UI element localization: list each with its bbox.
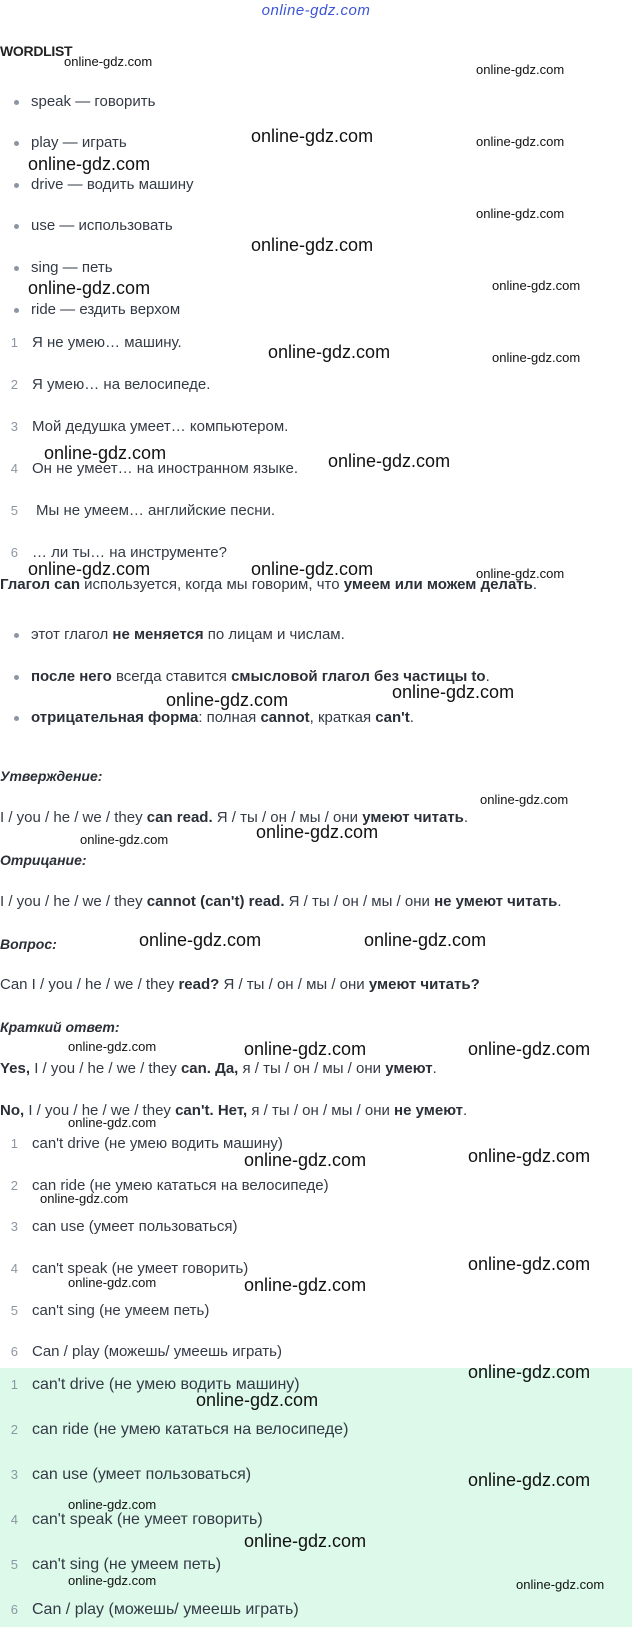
bold-text: отрицательная форма — [31, 709, 199, 726]
bold-text: No, — [0, 1102, 25, 1119]
text: . — [557, 893, 562, 910]
wordlist-text: ride — ездить верхом — [31, 301, 181, 318]
answer-text: can ride (не умею кататься на велосипеде) — [32, 1177, 329, 1194]
item-number: 4 — [10, 461, 18, 476]
bullet-icon — [14, 716, 19, 721]
answer-text: Can / play (можешь/ умеешь играть) — [32, 1343, 282, 1360]
answer-text: can't drive (не умею водить машину) — [32, 1376, 300, 1393]
answer-text: can ride (не умею кататься на велосипеде) — [32, 1421, 349, 1438]
text: Can I / you / he / we / they — [0, 976, 179, 993]
affirm-title: Утверждение: — [0, 768, 103, 784]
watermark: online-gdz.com — [68, 1275, 157, 1290]
watermark: online-gdz.com — [268, 342, 391, 362]
text: I / you / he / we / they — [0, 893, 147, 910]
bold-text: can't — [375, 709, 410, 726]
answer-item — [4, 1302, 209, 1319]
highlighted-answer-item — [4, 1556, 221, 1574]
text: . — [532, 576, 538, 593]
rule-item — [14, 709, 414, 726]
task-text: Я умею… на велосипеде. — [32, 376, 211, 393]
highlighted-answer-item — [4, 1601, 299, 1619]
watermark: online-gdz.com — [196, 1390, 319, 1410]
wordlist-item — [14, 134, 127, 151]
bold-text: умеем или можем делать — [343, 576, 533, 593]
item-number: 6 — [10, 1344, 18, 1359]
item-number: 4 — [10, 1512, 18, 1527]
yes-line — [0, 1060, 437, 1077]
wordlist-text: use — использовать — [31, 217, 173, 234]
watermark: online-gdz.com — [244, 1275, 367, 1295]
item-number: 5 — [10, 503, 18, 518]
answer-text: can't drive (не умею водить машину) — [32, 1135, 283, 1152]
watermark: online-gdz.com — [328, 451, 451, 471]
watermark: online-gdz.com — [68, 1573, 157, 1588]
wordlist-text: sing — петь — [31, 259, 113, 276]
item-number: 3 — [10, 1219, 18, 1234]
text: Я / ты / он / мы / они — [219, 976, 369, 993]
watermark: online-gdz.com — [468, 1039, 591, 1059]
answer-item — [4, 1218, 237, 1235]
answer-text: can use (умеет пользоваться) — [32, 1466, 252, 1483]
wordlist-text: play — играть — [31, 134, 127, 151]
watermark: online-gdz.com — [468, 1470, 591, 1490]
bold-text: can read. — [146, 809, 213, 826]
watermark: online-gdz.com — [476, 206, 565, 221]
bold-text: can. — [180, 1060, 211, 1077]
bold-text: не меняется — [112, 626, 204, 643]
task-text: … ли ты… на инструменте? — [32, 544, 227, 561]
bullet-icon — [14, 224, 19, 229]
watermark: online-gdz.com — [28, 559, 151, 579]
question-line — [0, 976, 480, 993]
answer-text: can't speak (не умеет говорить) — [32, 1260, 249, 1277]
watermark: online-gdz.com — [166, 690, 289, 710]
watermark: online-gdz.com — [516, 1577, 605, 1592]
wordlist-item — [14, 217, 173, 234]
watermark: online-gdz.com — [492, 350, 581, 365]
watermark: online-gdz.com — [476, 62, 565, 77]
affirm-line — [0, 809, 468, 826]
item-number: 6 — [10, 1602, 18, 1617]
bold-text: смысловой глагол без частицы to — [231, 668, 486, 685]
item-number: 6 — [10, 545, 18, 560]
bold-text: не умеют читать — [434, 893, 558, 910]
watermark: online-gdz.com — [28, 154, 151, 174]
text: всегда ставится — [111, 668, 232, 685]
wordlist-item — [14, 176, 194, 193]
answer-text: can't sing (не умеем петь) — [32, 1556, 222, 1573]
text: по лицам и числам. — [203, 626, 345, 643]
item-number: 1 — [10, 1136, 18, 1151]
task-item — [4, 418, 288, 435]
item-number: 1 — [10, 335, 18, 350]
watermark: online-gdz.com — [64, 54, 153, 69]
watermark: online-gdz.com — [468, 1362, 591, 1382]
bold-text: read? — [178, 976, 220, 993]
item-number: 2 — [10, 1178, 18, 1193]
text: I / you / he / we / they — [0, 809, 147, 826]
task-item — [4, 502, 275, 519]
answer-text: can't sing (не умеем петь) — [32, 1302, 210, 1319]
text: , краткая — [309, 709, 376, 726]
task-text: Мой дедушка умеет… компьютером. — [32, 418, 289, 435]
text: . — [409, 709, 414, 726]
watermark: online-gdz.com — [44, 443, 167, 463]
answer-text: can use (умеет пользоваться) — [32, 1218, 238, 1235]
text: . — [485, 668, 490, 685]
item-number: 4 — [10, 1261, 18, 1276]
text: Я / ты / он / мы / они — [212, 809, 363, 826]
rule-item — [14, 626, 345, 643]
task-text: Я не умею… машину. — [32, 334, 182, 351]
watermark: online-gdz.com — [251, 235, 374, 255]
watermark: online-gdz.com — [251, 559, 374, 579]
bold-text: Yes, — [0, 1060, 31, 1077]
item-number: 5 — [10, 1557, 18, 1572]
wordlist-text: drive — водить машину — [31, 176, 194, 193]
watermark: online-gdz.com — [468, 1146, 591, 1166]
item-number: 2 — [10, 1422, 18, 1437]
answer-text: Can / play (можешь/ умеешь играть) — [32, 1601, 299, 1618]
text: : полная — [198, 709, 261, 726]
answer-text: can't speak (не умеет говорить) — [32, 1511, 263, 1528]
bullet-icon — [14, 675, 19, 680]
bullet-icon — [14, 633, 19, 638]
bullet-icon — [14, 308, 19, 313]
neg-title: Отрицание: — [0, 852, 87, 868]
short-answer-title: Краткий ответ: — [0, 1019, 120, 1035]
bold-text: cannot (can't) read. — [146, 893, 285, 910]
wordlist-item — [14, 93, 155, 110]
bullet-icon — [14, 141, 19, 146]
watermark: online-gdz.com — [492, 278, 581, 293]
bold-text: не умеют — [394, 1102, 463, 1119]
highlighted-answer-item — [4, 1466, 251, 1484]
text: я / ты / он / мы / они — [238, 1060, 386, 1077]
task-item — [4, 334, 182, 351]
bold-text: Да, — [210, 1060, 239, 1077]
text: . — [432, 1060, 437, 1077]
text: я / ты / он / мы / они — [247, 1102, 395, 1119]
watermark: online-gdz.com — [244, 1531, 367, 1551]
item-number: 5 — [10, 1303, 18, 1318]
watermark: online-gdz.com — [364, 930, 487, 950]
bullet-icon — [14, 266, 19, 271]
bold-text: умеют читать? — [368, 976, 480, 993]
highlighted-answer-item — [4, 1511, 263, 1529]
watermark: online-gdz.com — [28, 278, 151, 298]
watermark: online-gdz.com — [251, 126, 374, 146]
task-item — [4, 376, 210, 393]
bullet-icon — [14, 183, 19, 188]
wordlist-title: WORDLIST — [0, 43, 73, 59]
answer-item — [4, 1135, 283, 1152]
watermark: online-gdz.com — [40, 1191, 129, 1206]
text: . — [462, 1102, 468, 1119]
wordlist-item — [14, 259, 113, 276]
watermark: online-gdz.com — [392, 682, 515, 702]
watermark: online-gdz.com — [139, 930, 262, 950]
bold-text: cannot — [260, 709, 310, 726]
highlighted-answer-item — [4, 1421, 348, 1439]
text: . — [463, 809, 469, 826]
watermark: online-gdz.com — [244, 1150, 367, 1170]
item-number: 2 — [10, 377, 18, 392]
text: используется, когда мы говорим, что — [80, 576, 344, 593]
item-number: 3 — [10, 1467, 18, 1482]
bold-text: умеют — [385, 1060, 433, 1077]
watermark: online-gdz.com — [468, 1254, 591, 1274]
watermark: online-gdz.com — [244, 1039, 367, 1059]
watermark: online-gdz.com — [480, 792, 569, 807]
task-text: Он не умеет… на иностранном языке. — [32, 460, 299, 477]
item-number: 3 — [10, 419, 18, 434]
watermark: online-gdz.com — [256, 822, 379, 842]
bold-text: Глагол can — [0, 576, 81, 593]
bold-text: Нет, — [213, 1102, 248, 1119]
watermark: online-gdz.com — [476, 134, 565, 149]
text: I / you / he / we / they — [24, 1102, 176, 1119]
wordlist-text: speak — говорить — [31, 93, 156, 110]
answer-item — [4, 1343, 282, 1360]
item-number: 1 — [10, 1377, 18, 1392]
watermark: online-gdz.com — [68, 1115, 157, 1130]
watermark: online-gdz.com — [68, 1497, 157, 1512]
watermark: online-gdz.com — [68, 1039, 157, 1054]
wordlist-item — [14, 301, 180, 318]
bold-text: умеют читать — [362, 809, 464, 826]
text: этот глагол — [31, 626, 113, 643]
text: I / you / he / we / they — [30, 1060, 181, 1077]
site-logo: online-gdz.com — [261, 2, 371, 19]
bullet-icon — [14, 100, 19, 105]
neg-line — [0, 893, 562, 910]
bold-text: после него — [31, 668, 112, 685]
question-title: Вопрос: — [0, 936, 57, 952]
text: Я / ты / он / мы / они — [284, 893, 435, 910]
watermark: online-gdz.com — [80, 832, 169, 847]
task-text: Мы не умеем… английские песни. — [36, 502, 276, 519]
bold-text: can't. — [175, 1102, 214, 1119]
watermark: online-gdz.com — [476, 566, 565, 581]
